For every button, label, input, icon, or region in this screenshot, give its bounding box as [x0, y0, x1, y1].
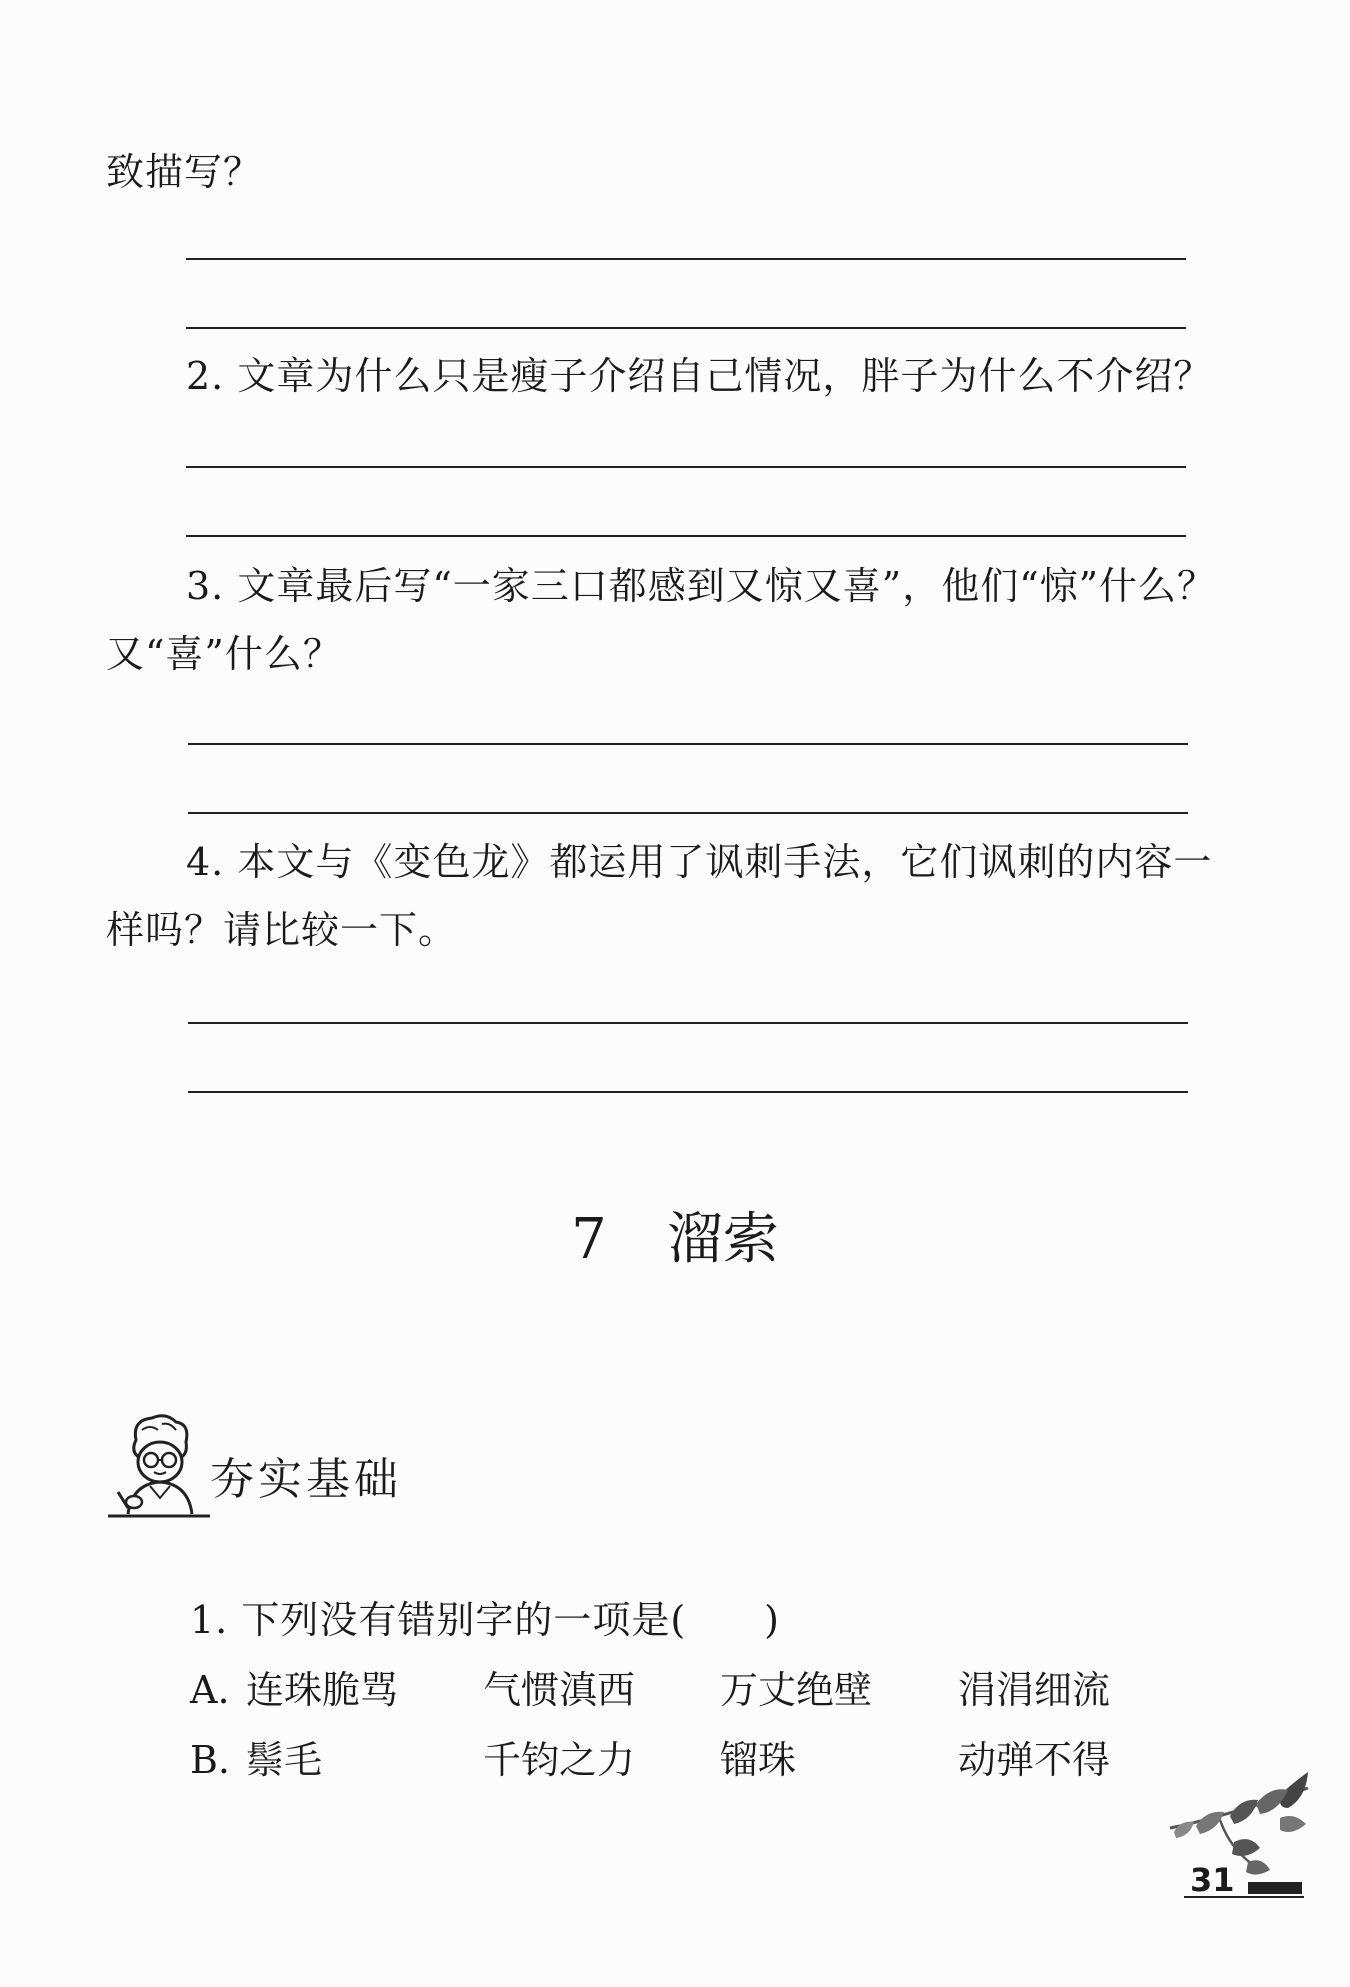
option-item: 千钧之力: [483, 1738, 636, 1782]
answer-line[interactable]: [188, 743, 1188, 745]
option-item: 气惯滇西: [483, 1668, 636, 1712]
answer-line[interactable]: [188, 1022, 1188, 1024]
option-item: 涓涓细流: [958, 1668, 1111, 1712]
section-title: 夯实基础: [210, 1454, 402, 1505]
option-label: B.: [190, 1738, 231, 1782]
option-item: 连珠脆骂: [246, 1668, 399, 1712]
option-label: A.: [190, 1668, 230, 1712]
question-4-line-1: 4. 本文与《变色龙》都运用了讽刺手法，它们讽刺的内容一: [186, 840, 1213, 884]
answer-line[interactable]: [186, 327, 1186, 329]
answer-line[interactable]: [186, 466, 1186, 468]
chapter-heading: [0, 1205, 1350, 1275]
question-4-line-2: 样吗？请比较一下。: [106, 908, 458, 952]
answer-line[interactable]: [188, 1091, 1188, 1093]
question-1-continuation: 致描写？: [106, 150, 263, 194]
answer-line[interactable]: [186, 258, 1186, 260]
page-number-underline: [1184, 1896, 1304, 1898]
answer-line[interactable]: [188, 812, 1188, 814]
question-3-line-2: 又“喜”什么？: [106, 632, 342, 676]
exercise-1-prompt: 1. 下列没有错别字的一项是( ): [190, 1598, 780, 1642]
option-item: 万丈绝壁: [720, 1668, 873, 1712]
answer-line[interactable]: [186, 535, 1186, 537]
page-number: 31: [1190, 1861, 1235, 1899]
option-item: 镏珠: [720, 1738, 797, 1782]
leaf-branch-icon: [1160, 1768, 1310, 1882]
chapter-title: 溜索: [666, 1207, 779, 1272]
question-2: 2. 文章为什么只是瘦子介绍自己情况，胖子为什么不介绍？: [186, 354, 1213, 398]
reading-person-icon: [106, 1410, 210, 1524]
chapter-number: 7: [571, 1207, 607, 1272]
question-3-line-1: 3. 文章最后写“一家三口都感到又惊又喜”，他们“惊”什么？: [186, 564, 1217, 608]
page-number-bar: [1248, 1882, 1302, 1894]
option-item: 动弹不得: [958, 1738, 1111, 1782]
option-item: 鬃毛: [246, 1738, 323, 1782]
